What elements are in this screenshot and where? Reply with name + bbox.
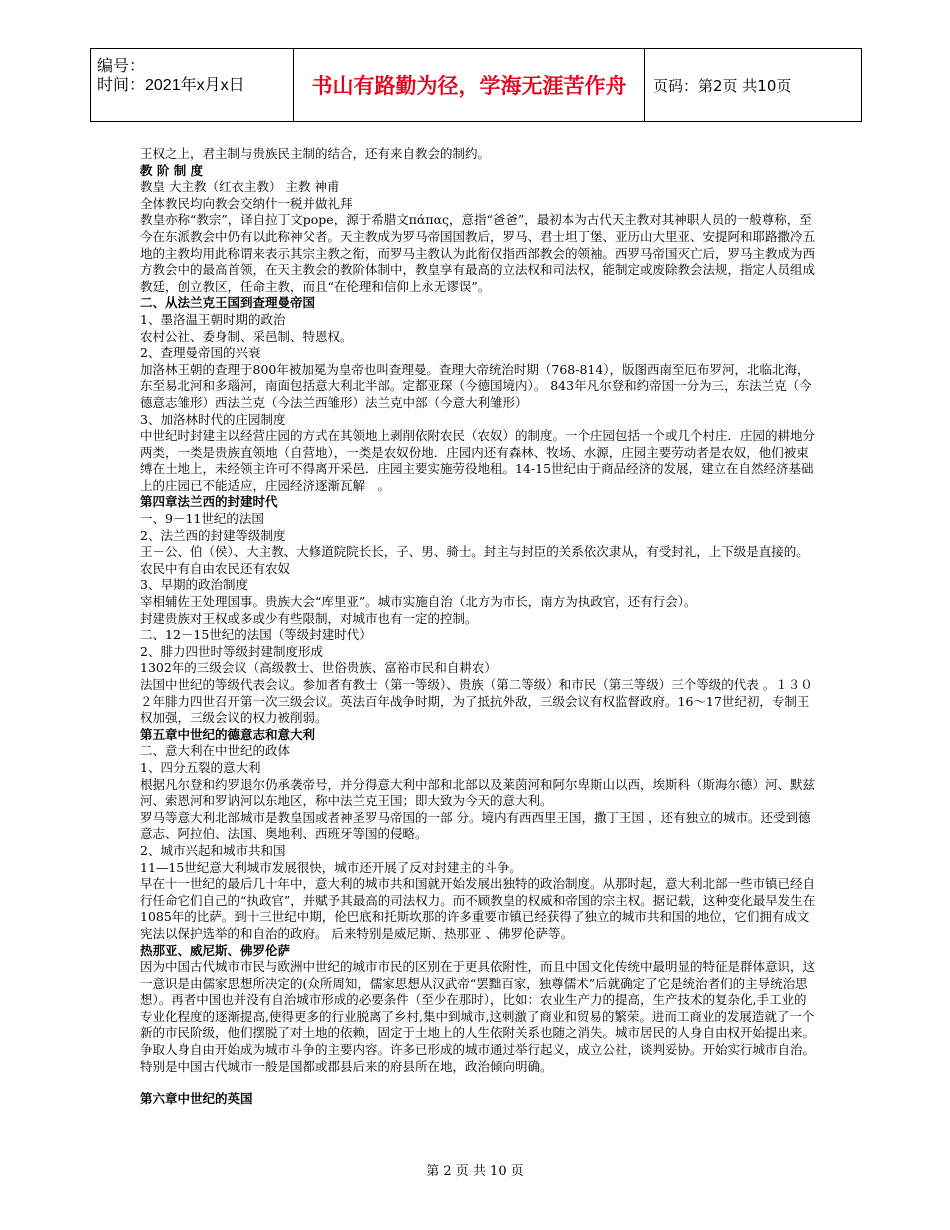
paragraph: 2、城市兴起和城市共和国 (140, 842, 286, 858)
paragraph: 根据凡尔登和约罗退尔仍承袭帝号，并分得意大利中部和北部以及莱茵河和阿尔卑斯山以西，埃斯科（斯海尔德）河、默兹河、索恩河和罗讷河以东地区，称中法兰克王国；即大致为今天的意大利。 (140, 776, 816, 809)
section-heading: 二、从法兰克王国到查理曼帝国 (140, 295, 316, 311)
section-heading: 教 阶 制 度 (140, 162, 204, 178)
header-meta (91, 49, 294, 122)
paragraph: 2、腓力四世时等级封建制度形成 (140, 643, 323, 659)
document-body (140, 146, 828, 1108)
paragraph: 加洛林王朝的查理于800年被加冕为皇帝也叫查理曼。查理大帝统治时期（768-814），版图西南至厄布罗河，北临北海，东至易北河和多瑙河，南面包括意大利北半部。定都亚琛（今德国境内）。 843年凡尔登和约帝国一分为三，东法兰克（今德意志雏形）西法兰克（今法兰西雏形）法兰克中部（今意大利雏形） (140, 361, 812, 410)
section-heading: 第四章法兰西的封建时代 (140, 494, 278, 510)
paragraph: 1、墨洛温王朝时期的政治 (140, 311, 286, 327)
paragraph: 2、查理曼帝国的兴衰 (140, 345, 261, 361)
paragraph: 二、意大利在中世纪的政体 (140, 743, 291, 759)
page-header (90, 48, 862, 122)
section-heading: 第五章中世纪的德意志和意大利 (140, 726, 316, 742)
section-heading: 热那亚、威尼斯、佛罗伦萨 (140, 942, 291, 958)
time-label: 时间：2021年x月x日 (97, 77, 245, 94)
page-indicator: 页码：第2页 共10页 (645, 49, 862, 122)
paragraph: 农村公社、委身制、采邑制、特恩权。 (140, 328, 353, 344)
paragraph: 1、四分五裂的意大利 (140, 759, 261, 775)
paragraph: 二、12－15世纪的法国（等级封建时代） (140, 627, 372, 643)
section-heading: 第六章中世纪的英国 (140, 1091, 253, 1107)
page-footer: 第 2 页 共 10 页 (426, 1164, 524, 1179)
paragraph: 王－公、伯（侯）、大主教、大修道院院长长，子、男、骑士。封主与封臣的关系依次隶从，有受封礼，上下级是直接的。 农民中有自由农民还有农奴 (140, 544, 828, 576)
paragraph: 王权之上，君主制与贵族民主制的结合，还有来自教会的制约。 (140, 146, 491, 161)
paragraph: 早在十一世纪的最后几十年中，意大利的城市共和国就开始发展出独特的政治制度。从那时起，意大利北部一些市镇已经自行任命它们自己的“执政官”，并赋予其最高的司法权力。而不顾教皇的权威和帝国的宗主权。据记载，这种变化最早发生在1085年的比萨。到十三世纪中期，伦巴底和托斯坎那的许多重要市镇已经获得了独立的城市共和国的地位，它们拥有成文宪法以保护选举的和自治的政府。 后来特别是威尼斯、热那亚 、佛罗伦萨等。 (140, 876, 816, 941)
paragraph: 2、法兰西的封建等级制度 (140, 527, 286, 543)
number-label: 编号： (97, 58, 146, 75)
paragraph: 1302年的三级会议（高级教士、世俗贵族、富裕市民和自耕农） (140, 660, 497, 676)
paragraph: 教皇亦称“教宗”，译自拉丁文pope，源于希腊文πάπας，意指“爸爸”，最初本为古代天主教对其神职人员的一般尊称，至今在东派教会中仍有以此称神父者。天主教成为罗马帝国国教后，罗马、君士坦丁堡、亚历山大里亚、安提阿和耶路撒冷五地的主教均用此称谓来表示其宗主教之衔，而罗马主教认为此衔仅指西部教会的领袖。西罗马帝国灭亡后，罗马主教成为西方教会中的最高首领，在天主教会的教阶体制中，教皇享有最高的立法权和司法权，能制定或废除教会法规，指定人员组成教廷，创立教区，任命主教，而且“在伦理和信仰上永无谬误”。 (140, 212, 816, 294)
paragraph: 教皇 大主教（红衣主教） 主教 神甫 (140, 179, 340, 195)
paragraph: 因为中国古代城市市民与欧洲中世纪的城市市民的区别在于更具依附性，而且中国文化传统中最明显的特征是群体意识，这一意识是由儒家思想所决定的(众所周知，儒家思想从汉武帝“罢黜百家，独尊儒术”后就确定了它是统治者们的主导统治思想）。再者中国也并没有自治城市形成的必要条件（至少在那时），比如：农业生产力的提高，生产技术的复杂化,手工业的专业化程度的逐渐提高,使得更多的行业脱离了乡村,集中到城市,这刺激了商业和贸易的繁荣。进而工商业的发展造就了一个新的市民阶级，他们摆脱了对土地的依赖，固定于土地上的人生依附关系也随之消失。城市居民的人身自由权开始提出来。争取人身自由开始成为城市斗争的主要内容。许多已形成的城市通过举行起义，成立公社，谈判妥协。开始实行城市自治。 特别是中国古代城市一般是国都或郡县后来的府县所在地，政治倾向明确。 (140, 959, 816, 1074)
paragraph: 一、9－11世纪的法国 (140, 511, 264, 527)
paragraph: 3、早期的政治制度 (140, 577, 248, 593)
paragraph: 全体教民均向教会交纳什一税并做礼拜 (140, 195, 353, 211)
paragraph: 11—15世纪意大利城市发展很快，城市还开展了反对封建主的斗争。 (140, 859, 522, 875)
header-motto: 书山有路勤为径，学海无涯苦作舟 (294, 49, 645, 122)
paragraph: 封建贵族对王权或多或少有些限制，对城市也有一定的控制。 (140, 610, 478, 626)
paragraph: 中世纪时封建主以经营庄园的方式在其领地上剥削依附农民（农奴）的制度。一个庄园包括一个或几个村庄．庄园的耕地分两类，一类是贵族直领地（自营地），一类是农奴份地．庄园内还有森林、牧场、水源，庄园主要劳动者是农奴，他们被束缚在土地上，未经领主许可不得离开采邑．庄园主要实施劳役地租。14-15世纪由于商品经济的发展，建立在自然经济基础上的庄园已不能适应，庄园经济逐渐瓦解 。 (140, 428, 816, 493)
blank-line (140, 1075, 816, 1091)
paragraph: 宰相辅佐王处理国事。贵族大会“库里亚”。城市实施自治（北方为市长，南方为执政官，还有行会）。 (140, 594, 697, 610)
paragraph: 罗马等意大利北部城市是教皇国或者神圣罗马帝国的一部 分。境内有西西里王国，撒丁王国 ，还有独立的城市。还受到德意志、阿拉伯、法国、奥地利、西班牙等国的侵略。 (140, 809, 811, 842)
paragraph: 法国中世纪的等级代表会议。参加者有教士（第一等级）、贵族（第二等级）和市民（第三等级）三个等级的代表 。１３０２年腓力四世召开第一次三级会议。英法百年战争时期，为了抵抗外敌，三级会议有权监督政府。16～17世纪初，专制王权加强，三级会议的权力被削弱。 (140, 677, 813, 726)
paragraph: 3、加洛林时代的庄园制度 (140, 411, 286, 427)
